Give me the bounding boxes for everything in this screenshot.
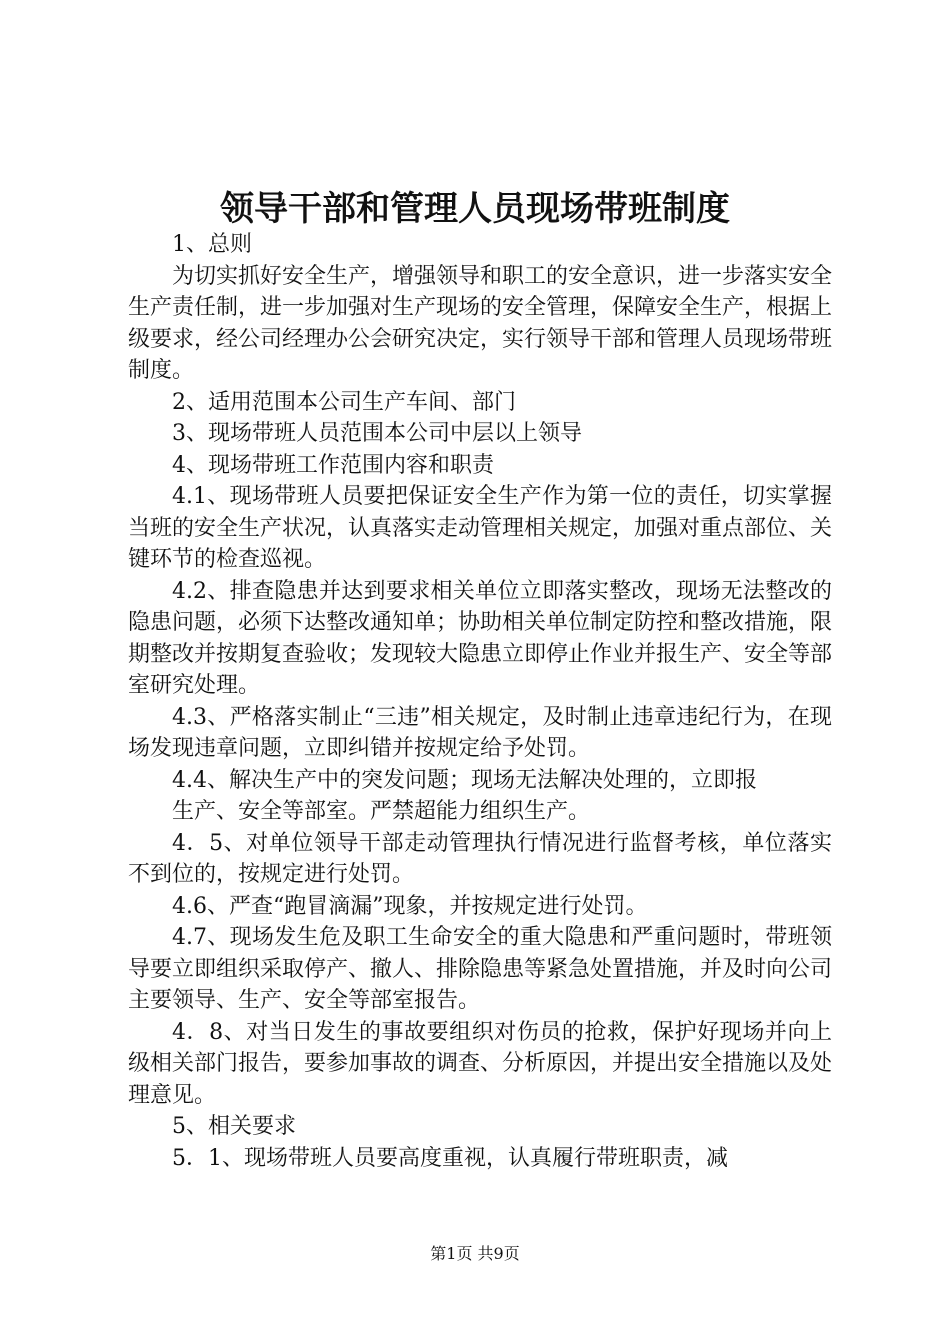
paragraph-4-5: 4．5、对单位领导干部走动管理执行情况进行监督考核，单位落实不到位的，按规定进行处罚。 [128, 830, 832, 887]
paragraph-4-4-continued: 生产、安全等部室。严禁超能力组织生产。 [172, 799, 591, 824]
paragraph-4-3: 4.3、严格落实制止“三违”相关规定，及时制止违章违纪行为，在现场发现违章问题，立即纠错并按规定给予处罚。 [128, 704, 832, 761]
section-heading-personnel: 3、现场带班人员范围本公司中层以上领导 [172, 421, 582, 446]
paragraph-4-2: 4.2、排查隐患并达到要求相关单位立即落实整改，现场无法整改的隐患问题，必须下达整改通知单；协助相关单位制定防控和整改措施，限期整改并按期复查验收；发现较大隐患立即停止作业并报生产、安全等部室研究处理。 [128, 578, 833, 698]
document-title: 领导干部和管理人员现场带班制度 [220, 189, 730, 229]
section-heading-requirements: 5、相关要求 [172, 1114, 296, 1139]
paragraph-4-1: 4.1、现场带班人员要把保证安全生产作为第一位的责任，切实掌握当班的安全生产状况，认真落实走动管理相关规定，加强对重点部位、关键环节的检查巡视。 [128, 484, 833, 572]
paragraph-4-4: 4.4、解决生产中的突发问题；现场无法解决处理的，立即报 [172, 767, 757, 793]
paragraph-5-1: 5．1、现场带班人员要高度重视，认真履行带班职责，减 [172, 1145, 728, 1171]
section-heading-general: 1、总则 [172, 232, 252, 257]
document-body [128, 229, 832, 1174]
paragraph-purpose: 为切实抓好安全生产，增强领导和职工的安全意识，进一步落实安全生产责任制，进一步加强对生产现场的安全管理，保障安全生产，根据上级要求，经公司经理办公会研究决定，实行领导干部和管理人员现场带班制度。 [128, 263, 833, 383]
paragraph-4-8: 4．8、对当日发生的事故要组织对伤员的抢救，保护好现场并向上级相关部门报告，要参加事故的调查、分析原因，并提出安全措施以及处理意见。 [128, 1019, 833, 1108]
section-heading-scope: 2、适用范围本公司生产车间、部门 [172, 389, 516, 415]
section-heading-duties: 4、现场带班工作范围内容和职责 [172, 452, 494, 478]
page-footer: 第1页 共9页 [430, 1244, 520, 1263]
paragraph-4-7: 4.7、现场发生危及职工生命安全的重大隐患和严重问题时，带班领导要立即组织采取停产、撤人、排除隐患等紧急处置措施，并及时向公司主要领导、生产、安全等部室报告。 [128, 925, 833, 1013]
paragraph-4-6: 4.6、严查“跑冒滴漏”现象，并按规定进行处罚。 [172, 893, 648, 919]
